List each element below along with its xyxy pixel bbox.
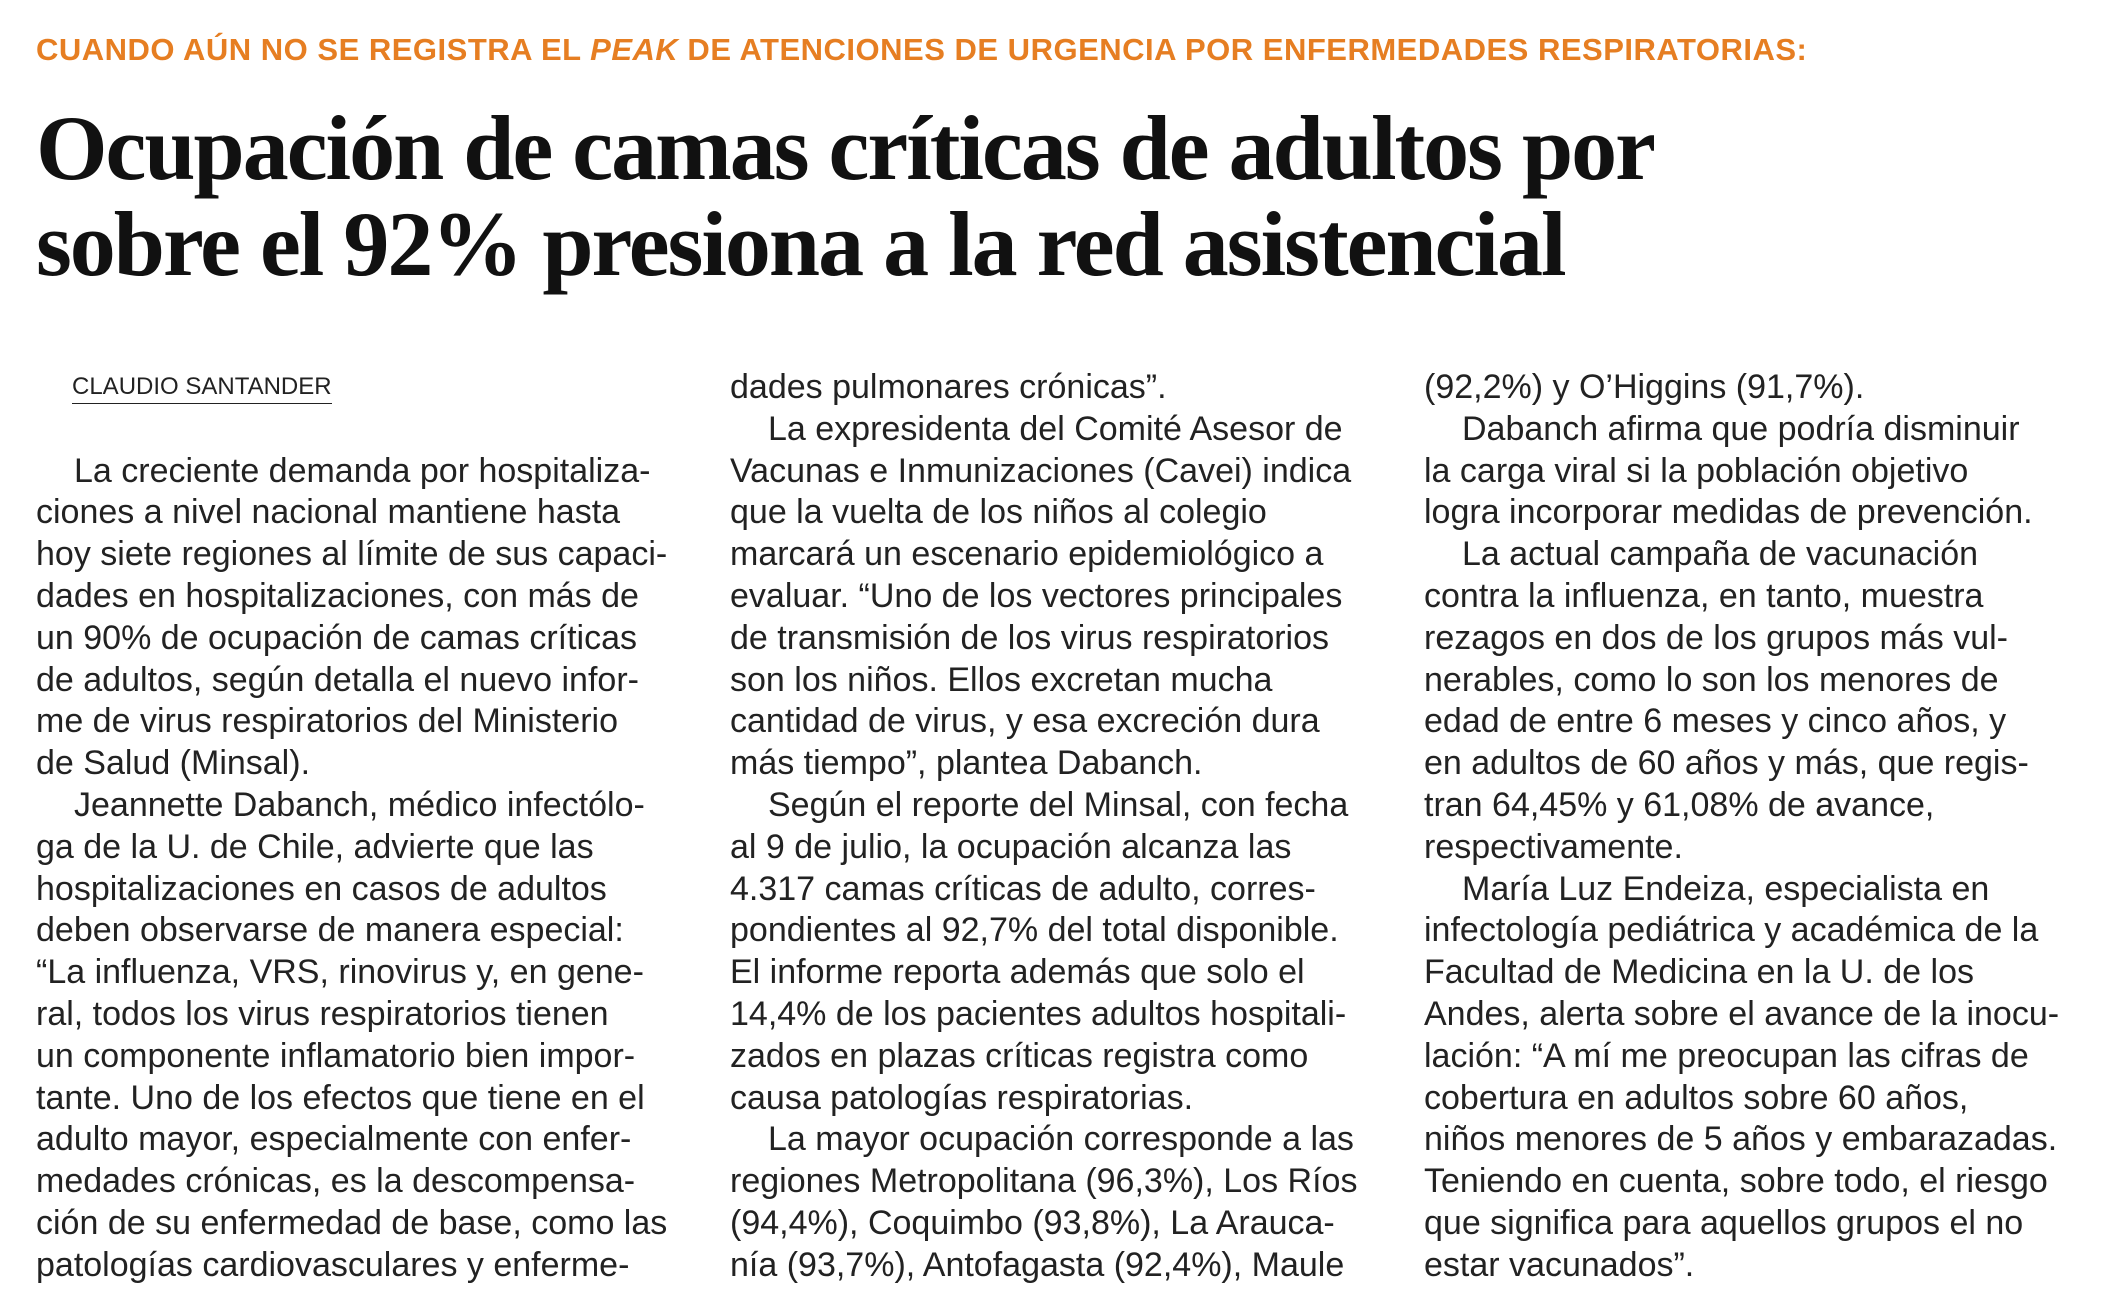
paragraph-line: Jeannette Dabanch, médico infectólo- bbox=[74, 785, 645, 824]
paragraph-line: El informe reporta además que solo el bbox=[730, 953, 1305, 992]
paragraph-line: contra la influenza, en tanto, muestra bbox=[1424, 576, 1984, 615]
paragraph-line: Vacunas e Inmunizaciones (Cavei) indica bbox=[730, 451, 1352, 490]
paragraph-line: ral, todos los virus respiratorios tienen bbox=[36, 994, 609, 1033]
byline-spacer bbox=[36, 367, 696, 409]
paragraph-line: dades pulmonares crónicas”. bbox=[730, 368, 1167, 406]
paragraph-line: zados en plazas críticas registra como bbox=[730, 1036, 1309, 1075]
paragraph-line: (94,4%), Coquimbo (93,8%), La Arauca- bbox=[730, 1203, 1335, 1242]
paragraph-line: cobertura en adultos sobre 60 años, bbox=[1424, 1078, 1969, 1117]
paragraph-line: ciones a nivel nacional mantiene hasta bbox=[36, 493, 621, 532]
paragraph-line: hospitalizaciones en casos de adultos bbox=[36, 869, 607, 908]
paragraph-line: regiones Metropolitana (96,3%), Los Ríos bbox=[730, 1162, 1358, 1201]
paragraph-line: medades crónicas, es la descompensa- bbox=[36, 1162, 636, 1201]
paragraph-line: 4.317 camas críticas de adulto, corres- bbox=[730, 869, 1316, 908]
paragraph-line: La mayor ocupación corresponde a las bbox=[768, 1120, 1354, 1159]
paragraph-line: en adultos de 60 años y más, que regis- bbox=[1424, 744, 2029, 783]
paragraph-line: ga de la U. de Chile, advierte que las bbox=[36, 827, 594, 866]
paragraph-line: deben observarse de manera especial: bbox=[36, 911, 624, 950]
paragraph-line: de adultos, según detalla el nuevo infor- bbox=[36, 660, 639, 699]
paragraph-line: adulto mayor, especialmente con enfer- bbox=[36, 1120, 632, 1159]
paragraph-line: tran 64,45% y 61,08% de avance, bbox=[1424, 785, 1935, 824]
headline-line: sobre el 92% presiona a la red asistencial bbox=[36, 193, 1565, 295]
paragraph-line: tante. Uno de los efectos que tiene en el bbox=[36, 1078, 645, 1117]
paragraph-line: Facultad de Medicina en la U. de los bbox=[1424, 953, 1974, 992]
paragraph-line: 14,4% de los pacientes adultos hospitali- bbox=[730, 994, 1347, 1033]
paragraph-line: Teniendo en cuenta, sobre todo, el riesgo bbox=[1424, 1162, 2048, 1201]
paragraph-line: de Salud (Minsal). bbox=[36, 744, 311, 783]
paragraph-line: patologías cardiovasculares y enferme- bbox=[36, 1245, 630, 1284]
paragraph-line: (92,2%) y O’Higgins (91,7%). bbox=[1424, 368, 1865, 406]
paragraph-line: respectivamente. bbox=[1424, 827, 1683, 866]
headline-line: Ocupación de camas críticas de adultos por bbox=[36, 97, 1654, 199]
article-column-1 bbox=[36, 367, 696, 1287]
paragraph-line: un componente inflamatorio bien impor- bbox=[36, 1036, 636, 1075]
paragraph-line: la carga viral si la población objetivo bbox=[1424, 451, 1969, 490]
article-column-3 bbox=[1424, 367, 2084, 1287]
paragraph-line: cantidad de virus, y esa excreción dura bbox=[730, 702, 1320, 741]
paragraph-line: al 9 de julio, la ocupación alcanza las bbox=[730, 827, 1292, 866]
kicker-emphasis: PEAK bbox=[590, 32, 679, 67]
paragraph-line: de transmisión de los virus respiratorios bbox=[730, 618, 1330, 657]
paragraph-line: Andes, alerta sobre el avance de la inocu- bbox=[1424, 994, 2060, 1033]
paragraph-line: que la vuelta de los niños al colegio bbox=[730, 493, 1267, 532]
paragraph-line: dades en hospitalizaciones, con más de bbox=[36, 576, 639, 615]
paragraph-line: logra incorporar medidas de prevención. bbox=[1424, 493, 2033, 532]
paragraph-line: nía (93,7%), Antofagasta (92,4%), Maule bbox=[730, 1245, 1345, 1284]
byline: CLAUDIO SANTANDER bbox=[72, 373, 332, 404]
paragraph-line: Dabanch afirma que podría disminuir bbox=[1462, 409, 2020, 448]
paragraph-line: La creciente demanda por hospitaliza- bbox=[74, 451, 651, 490]
paragraph-line: “La influenza, VRS, rinovirus y, en gene- bbox=[36, 953, 644, 992]
paragraph-line: un 90% de ocupación de camas críticas bbox=[36, 618, 638, 657]
paragraph-line: ción de su enfermedad de base, como las bbox=[36, 1203, 668, 1242]
paragraph-line: son los niños. Ellos excretan mucha bbox=[730, 660, 1273, 699]
paragraph-line: que significa para aquellos grupos el no bbox=[1424, 1203, 2024, 1242]
paragraph-line: estar vacunados”. bbox=[1424, 1245, 1695, 1284]
paragraph-line: infectología pediátrica y académica de la bbox=[1424, 911, 2039, 950]
kicker bbox=[36, 32, 1807, 68]
paragraph-line: marcará un escenario epidemiológico a bbox=[730, 535, 1324, 574]
paragraph-line: La expresidenta del Comité Asesor de bbox=[768, 409, 1343, 448]
paragraph-line: María Luz Endeiza, especialista en bbox=[1462, 869, 1990, 908]
paragraph-line: me de virus respiratorios del Ministerio bbox=[36, 702, 618, 741]
paragraph-line: causa patologías respiratorias. bbox=[730, 1078, 1194, 1117]
paragraph-line: lación: “A mí me preocupan las cifras de bbox=[1424, 1036, 2029, 1075]
paragraph-line: pondientes al 92,7% del total disponible. bbox=[730, 911, 1339, 950]
paragraph-spacer bbox=[36, 409, 696, 451]
paragraph-line: nerables, como lo son los menores de bbox=[1424, 660, 1999, 699]
article-column-2 bbox=[730, 367, 1390, 1287]
paragraph-line: más tiempo”, plantea Dabanch. bbox=[730, 744, 1203, 783]
paragraph-line: La actual campaña de vacunación bbox=[1462, 535, 1979, 574]
paragraph-line: Según el reporte del Minsal, con fecha bbox=[768, 785, 1349, 824]
paragraph-line: niños menores de 5 años y embarazadas. bbox=[1424, 1120, 2058, 1159]
paragraph-line: edad de entre 6 meses y cinco años, y bbox=[1424, 702, 2007, 741]
paragraph-line: rezagos en dos de los grupos más vul- bbox=[1424, 618, 2008, 657]
paragraph-line: evaluar. “Uno de los vectores principales bbox=[730, 576, 1343, 615]
headline bbox=[36, 97, 2076, 295]
kicker-text: CUANDO AÚN NO SE REGISTRA EL bbox=[36, 32, 591, 67]
paragraph-line: hoy siete regiones al límite de sus capaci- bbox=[36, 535, 668, 574]
kicker-text-end: DE ATENCIONES DE URGENCIA POR ENFERMEDADES RESPIRATORIAS: bbox=[678, 32, 1808, 67]
